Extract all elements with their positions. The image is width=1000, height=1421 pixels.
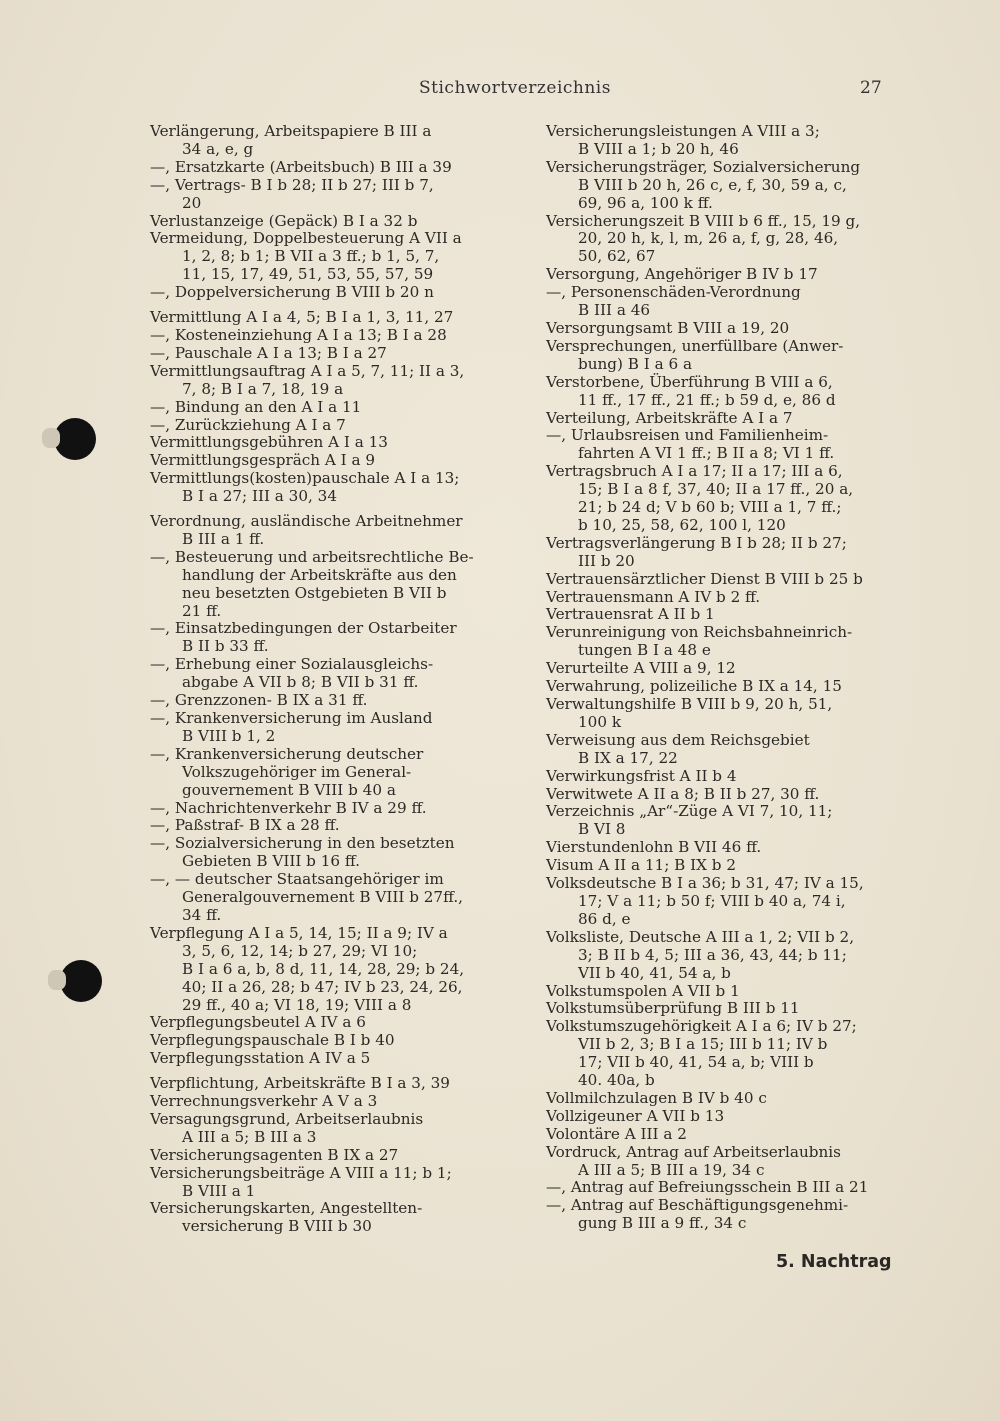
index-entry-text: Verpflegungspauschale B I b 40 (150, 1031, 395, 1050)
index-entry-text: Vertrauensrat A II b 1 (546, 605, 715, 624)
index-entry-continuation: neu besetzten Ostgebieten B VII b (182, 583, 447, 602)
index-entry-continuation: 11, 15, 17, 49, 51, 53, 55, 57, 59 (182, 265, 434, 284)
index-entry-text: Versicherungsbeiträge A VIII a 11; b 1; (150, 1163, 452, 1182)
index-entry-continuation: bung) B I a 6 a (578, 354, 693, 373)
index-entry-continuation: 7, 8; B I a 7, 18, 19 a (182, 379, 344, 398)
index-entry (546, 624, 889, 660)
index-entry (546, 857, 889, 875)
index-entry-text: —, Doppelversicherung B VIII b 20 n (150, 283, 434, 302)
index-entry (150, 1093, 490, 1111)
index-entry-continuation: B VIII a 1; b 20 h, 46 (578, 139, 739, 158)
index-entry-continuation: b 10, 25, 58, 62, 100 l, 120 (578, 515, 786, 534)
index-entry (546, 1090, 889, 1108)
index-entry-text: Vertrauensärztlicher Dienst B VIII b 25 b (546, 569, 863, 588)
index-entry (546, 786, 889, 804)
index-entry (546, 571, 889, 589)
index-entry (150, 1014, 490, 1032)
index-entry-text: Verwirkungsfrist A II b 4 (546, 766, 737, 785)
index-entry-continuation: 20, 20 h, k, l, m, 26 a, f, g, 28, 46, (578, 229, 839, 248)
index-entry-text: Verweisung aus dem Reichsgebiet (546, 730, 810, 749)
index-entry-text: Verwitwete A II a 8; B II b 27, 30 ff. (546, 784, 820, 803)
index-entry (546, 1179, 889, 1197)
index-entry-continuation: B VIII a 1 (182, 1181, 256, 1200)
supplement-label: 5. Nachtrag (776, 1252, 892, 1272)
index-entry-text: Verstorbene, Überführung B VIII a 6, (546, 372, 833, 391)
index-entry (150, 746, 490, 800)
index-entry-continuation: B VI 8 (578, 820, 626, 839)
index-entry-continuation: B III a 1 ff. (182, 529, 265, 548)
index-entry-continuation: abgabe A VII b 8; B VII b 31 ff. (182, 673, 419, 692)
index-entry (546, 606, 889, 624)
index-entry (546, 875, 889, 929)
index-entry-text: Verwahrung, polizeiliche B IX a 14, 15 (546, 677, 842, 696)
index-entry-text: Volksdeutsche B I a 36; b 31, 47; IV a 15, (546, 874, 864, 893)
index-entry-text: Versagungsgrund, Arbeitserlaubnis (150, 1109, 424, 1128)
index-entry (150, 309, 490, 327)
index-entry (546, 374, 889, 410)
index-entry-text: Vermittlungs(kosten)pauschale A I a 13; (150, 469, 460, 488)
index-entry-continuation: gung B III a 9 ff., 34 c (578, 1214, 747, 1233)
index-entry (150, 284, 490, 302)
index-entry (546, 696, 889, 732)
index-entry (546, 266, 889, 284)
index-entry (150, 513, 490, 549)
index-entry-text: Versicherungsleistungen A VIII a 3; (546, 122, 820, 140)
index-entry-text: Verwaltungshilfe B VIII b 9, 20 h, 51, (546, 695, 833, 713)
page-title: Stichwortverzeichnis (419, 78, 611, 98)
index-entry-text: Vermittlung A I a 4, 5; B I a 1, 3, 11, 27 (150, 308, 454, 327)
index-entry (150, 123, 490, 159)
index-entry-text: Verpflichtung, Arbeitskräfte B I a 3, 39 (150, 1074, 450, 1093)
index-entry-text: Visum A II a 11; B IX b 2 (546, 856, 736, 875)
index-entry-text: Verordnung, ausländische Arbeitnehmer (150, 512, 463, 531)
index-entry-continuation: 20 (182, 193, 202, 212)
index-entry-continuation: B VIII b 20 h, 26 c, e, f, 30, 59 a, c, (578, 175, 847, 194)
index-entry-text: —, Grenzzonen- B IX a 31 ff. (150, 691, 368, 710)
index-entry (150, 800, 490, 818)
index-entry-text: Volkstumszugehörigkeit A I a 6; IV b 27; (546, 1017, 857, 1036)
index-entry (150, 871, 490, 925)
index-entry-text: —, Besteuerung und arbeitsrechtliche Be- (150, 547, 474, 566)
index-entry-continuation: 1, 2, 8; b 1; B VII a 3 ff.; b 1, 5, 7, (182, 247, 440, 266)
index-entry-continuation: 100 k (578, 712, 622, 731)
index-entry (150, 417, 490, 435)
index-entry (546, 284, 889, 320)
index-entry-continuation: 40. 40a, b (578, 1071, 655, 1090)
page-number: 27 (860, 78, 882, 98)
index-entry-continuation: 3; B II b 4, 5; III a 36, 43, 44; b 11; (578, 945, 847, 964)
index-entry (150, 213, 490, 231)
index-entry-text: Versicherungsträger, Sozialversicherung (546, 157, 861, 176)
index-entry-text: —, Sozialversicherung in den besetzten (150, 834, 455, 853)
index-entry-text: Verpflegung A I a 5, 14, 15; II a 9; IV a (150, 923, 448, 942)
index-entry (546, 213, 889, 267)
index-entry-text: Volontäre A III a 2 (546, 1124, 687, 1143)
index-entry (546, 803, 889, 839)
index-entry (150, 399, 490, 417)
index-entry-text: —, Einsatzbedingungen der Ostarbeiter (150, 619, 457, 638)
index-entry (150, 620, 490, 656)
index-entry-text: Verunreinigung von Reichsbahneinrich- (546, 623, 853, 642)
index-entry-continuation: 21; b 24 d; V b 60 b; VIII a 1, 7 ff.; (578, 498, 842, 517)
index-entry-continuation: 15; B I a 8 f, 37, 40; II a 17 ff., 20 a, (578, 480, 854, 499)
index-entry-text: Versprechungen, unerfüllbare (Anwer- (546, 336, 844, 355)
index-entry (546, 463, 889, 535)
index-entry-text: Versicherungskarten, Angestellten- (150, 1199, 423, 1218)
index-entry (150, 1147, 490, 1165)
index-entry (546, 1144, 889, 1180)
index-entry (546, 660, 889, 678)
index-entry-continuation: VII b 40, 41, 54 a, b (578, 963, 731, 982)
index-entry-continuation: 17; VII b 40, 41, 54 a, b; VIII b (578, 1053, 814, 1072)
index-entry (150, 835, 490, 871)
index-entry-continuation: Gebieten B VIII b 16 ff. (182, 852, 360, 871)
index-entry-continuation: 34 a, e, g (182, 139, 254, 158)
index-entry (150, 177, 490, 213)
index-entry-text: Vordruck, Antrag auf Arbeitserlaubnis (546, 1142, 841, 1161)
index-entry-continuation: versicherung B VIII b 30 (182, 1217, 372, 1236)
index-entry (150, 1200, 490, 1236)
index-entry-text: —, Pauschale A I a 13; B I a 27 (150, 343, 387, 362)
index-entry (546, 678, 889, 696)
index-entry-continuation: 11 ff., 17 ff., 21 ff.; b 59 d, e, 86 d (578, 390, 836, 409)
index-entry (546, 732, 889, 768)
index-entry (150, 817, 490, 835)
index-entry-continuation: B I a 6 a, b, 8 d, 11, 14, 28, 29; b 24, (182, 959, 465, 978)
index-entry-text: Versorgungsamt B VIII a 19, 20 (546, 318, 790, 337)
index-entry-text: —, Personenschäden-Verordnung (546, 283, 801, 302)
punch-hole (54, 418, 96, 460)
index-entry-text: —, Paßstraf- B IX a 28 ff. (150, 816, 340, 835)
index-entry-text: —, Zurückziehung A I a 7 (150, 415, 346, 434)
index-entry-text: —, — deutscher Staatsangehöriger im (150, 870, 444, 889)
index-entry-continuation: Generalgouvernement B VIII b 27ff., (182, 888, 463, 907)
left-column (150, 123, 490, 1236)
index-entry-text: Verzeichnis „Ar“-Züge A VI 7, 10, 11; (546, 802, 833, 821)
index-entry-text: Vermeidung, Doppelbesteuerung A VII a (150, 229, 462, 248)
index-entry (546, 427, 889, 463)
index-entry-continuation: B IX a 17, 22 (578, 748, 678, 767)
index-entry (150, 549, 490, 621)
index-entry-continuation: 3, 5, 6, 12, 14; b 27, 29; VI 10; (182, 941, 418, 960)
index-entry-text: Vertrauensmann A IV b 2 ff. (546, 587, 761, 606)
index-entry-continuation: fahrten A VI 1 ff.; B II a 8; VI 1 ff. (578, 444, 835, 463)
index-entry-continuation: A III a 5; B III a 19, 34 c (578, 1160, 765, 1179)
index-entry (546, 589, 889, 607)
index-entry (546, 535, 889, 571)
index-entry-continuation: 69, 96 a, 100 k ff. (578, 193, 713, 212)
index-entry-text: Verteilung, Arbeitskräfte A I a 7 (546, 408, 793, 427)
index-entry-text: —, Erhebung einer Sozialausgleichs- (150, 655, 434, 674)
index-entry-text: —, Nachrichtenverkehr B IV a 29 ff. (150, 798, 427, 817)
index-entry-text: —, Bindung an den A I a 11 (150, 397, 362, 416)
index-entry (546, 123, 889, 159)
index-entry (546, 929, 889, 983)
index-entry-text: Vierstundenlohn B VII 46 ff. (546, 838, 762, 857)
index-entry (150, 710, 490, 746)
index-entry-text: —, Urlaubsreisen und Familienheim- (546, 426, 829, 445)
index-entry-text: Versorgung, Angehöriger B IV b 17 (546, 265, 818, 284)
index-entry (150, 327, 490, 345)
index-entry (150, 230, 490, 284)
index-entry-text: Verpflegungsstation A IV a 5 (150, 1049, 371, 1068)
index-entry-text: Verlängerung, Arbeitspapiere B III a (150, 122, 432, 140)
index-entry (150, 1050, 490, 1068)
index-entry-text: —, Antrag auf Befreiungsschein B III a 21 (546, 1178, 869, 1197)
right-column (546, 123, 889, 1233)
index-entry (546, 1000, 889, 1018)
punch-hole (60, 960, 102, 1002)
index-entry (150, 363, 490, 399)
index-entry-text: —, Ersatzkarte (Arbeitsbuch) B III a 39 (150, 157, 452, 176)
index-entry-text: Vermittlungsauftrag A I a 5, 7, 11; II a 3, (150, 361, 465, 380)
index-entry-text: —, Krankenversicherung im Ausland (150, 709, 433, 727)
index-entry (546, 983, 889, 1001)
index-entry-continuation: 40; II a 26, 28; b 47; IV b 23, 24, 26, (182, 977, 463, 996)
index-entry-continuation: III b 20 (578, 551, 635, 570)
index-entry-text: Verrechnungsverkehr A V a 3 (150, 1092, 378, 1111)
index-entry (546, 1018, 889, 1090)
index-entry-text: Versicherungszeit B VIII b 6 ff., 15, 19 g, (546, 211, 861, 230)
index-entry-text: Vermittlungsgespräch A I a 9 (150, 451, 376, 470)
index-entry-text: Volkstumsüberprüfung B III b 11 (546, 999, 800, 1018)
index-entry-continuation: 17; V a 11; b 50 f; VIII b 40 a, 74 i, (578, 891, 846, 910)
index-entry-continuation: 34 ff. (182, 905, 222, 924)
index-entry (150, 345, 490, 363)
index-entry-continuation: B II b 33 ff. (182, 637, 269, 656)
index-entry-text: Vertragsverlängerung B I b 28; II b 27; (546, 533, 847, 552)
index-entry-continuation: Volkszugehöriger im General- (182, 762, 412, 781)
index-entry (546, 410, 889, 428)
index-entry-text: Volksliste, Deutsche A III a 1, 2; VII b 2, (546, 927, 855, 946)
index-entry-continuation: B III a 46 (578, 301, 651, 320)
index-entry (150, 925, 490, 1015)
index-entry-text: Vertragsbruch A I a 17; II a 17; III a 6, (546, 462, 843, 481)
index-entry-text: Versicherungsagenten B IX a 27 (150, 1145, 399, 1164)
index-entry-text: Verlustanzeige (Gepäck) B I a 32 b (150, 211, 418, 230)
index-entry (150, 159, 490, 177)
index-entry-continuation: tungen B I a 48 e (578, 641, 711, 660)
index-entry (546, 1126, 889, 1144)
index-entry (150, 452, 490, 470)
index-entry (150, 1075, 490, 1093)
index-entry-text: Vollmilchzulagen B IV b 40 c (546, 1088, 767, 1107)
index-entry-text: Volkstumspolen A VII b 1 (546, 981, 740, 1000)
index-entry (150, 656, 490, 692)
index-entry-continuation: B I a 27; III a 30, 34 (182, 487, 337, 506)
index-entry-text: —, Krankenversicherung deutscher (150, 744, 424, 763)
index-entry (150, 1165, 490, 1201)
index-entry-continuation: 50, 62, 67 (578, 247, 656, 266)
index-entry-text: Vollzigeuner A VII b 13 (546, 1106, 725, 1125)
index-entry-text: —, Kosteneinziehung A I a 13; B I a 28 (150, 325, 447, 344)
index-entry-text: —, Vertrags- B I b 28; II b 27; III b 7, (150, 175, 434, 194)
index-entry-continuation: A III a 5; B III a 3 (182, 1127, 317, 1146)
index-entry (546, 1108, 889, 1126)
index-entry (546, 320, 889, 338)
index-entry (546, 768, 889, 786)
index-entry-text: —, Antrag auf Beschäftigungsgenehmi- (546, 1196, 849, 1215)
index-entry (150, 434, 490, 452)
index-entry-continuation: gouvernement B VIII b 40 a (182, 780, 396, 799)
index-entry (150, 1032, 490, 1050)
index-entry-continuation: 21 ff. (182, 601, 222, 620)
index-entry (150, 470, 490, 506)
index-entry-text: Verurteilte A VIII a 9, 12 (546, 659, 736, 678)
index-entry (150, 692, 490, 710)
index-entry-continuation: 86 d, e (578, 909, 631, 928)
index-entry-text: Vermittlungsgebühren A I a 13 (150, 433, 388, 452)
index-entry-continuation: handlung der Arbeitskräfte aus den (182, 565, 457, 584)
index-entry-continuation: VII b 2, 3; B I a 15; III b 11; IV b (578, 1035, 828, 1054)
index-entry-continuation: B VIII b 1, 2 (182, 726, 276, 745)
index-entry (546, 338, 889, 374)
index-entry (546, 1197, 889, 1233)
index-entry (546, 159, 889, 213)
index-entry-continuation: 29 ff., 40 a; VI 18, 19; VIII a 8 (182, 995, 412, 1014)
index-entry (150, 1111, 490, 1147)
index-entry-text: Verpflegungsbeutel A IV a 6 (150, 1013, 366, 1032)
index-entry (546, 839, 889, 857)
